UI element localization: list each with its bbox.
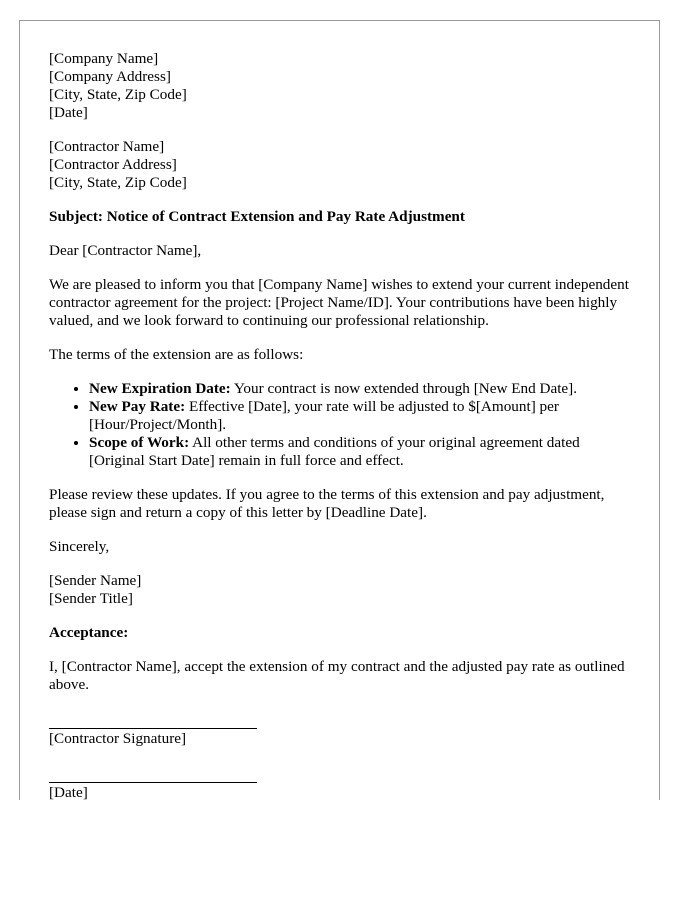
salutation: Dear [Contractor Name], <box>49 242 202 259</box>
contractor-name: [Contractor Name] <box>49 138 165 155</box>
sender-title: [Sender Title] <box>49 590 133 607</box>
company-address-block <box>49 50 630 122</box>
letter-page <box>19 20 660 800</box>
letter-date: [Date] <box>49 104 88 121</box>
terms-list <box>49 380 630 470</box>
company-address: [Company Address] <box>49 68 171 85</box>
sender-name: [Sender Name] <box>49 572 142 589</box>
list-item <box>89 380 630 398</box>
contractor-address-block <box>49 138 630 192</box>
acceptance-heading: Acceptance: <box>49 624 129 641</box>
signature-label: [Contractor Signature] <box>49 730 187 747</box>
term-label: New Expiration Date: <box>89 380 231 397</box>
term-label: New Pay Rate: <box>89 398 186 415</box>
contractor-address: [Contractor Address] <box>49 156 177 173</box>
review-paragraph: Please review these updates. If you agree to the terms of this extension and pay adjustment, please sign and return a copy of this letter by [Deadline Date]. <box>49 486 605 521</box>
terms-intro: The terms of the extension are as follows: <box>49 346 304 363</box>
date-block <box>49 764 630 802</box>
intro-paragraph: We are pleased to inform you that [Company Name] wishes to extend your current independent contractor agreement for the project: [Project Name/ID]. Your contributions have been highly valued, and we look forward to continuing our professional relationship. <box>49 276 629 329</box>
signature-line <box>49 710 257 729</box>
term-text: Effective [Date], your rate will be adjusted to $[Amount] per [Hour/Project/Month]. <box>89 398 559 433</box>
date-line <box>49 764 257 783</box>
list-item <box>89 434 630 470</box>
company-name: [Company Name] <box>49 50 159 67</box>
closing: Sincerely, <box>49 538 110 555</box>
term-label: Scope of Work: <box>89 434 190 451</box>
acceptance-statement: I, [Contractor Name], accept the extension of my contract and the adjusted pay rate as outlined above. <box>49 658 625 693</box>
subject-line: Subject: Notice of Contract Extension and Pay Rate Adjustment <box>49 208 465 225</box>
date-label: [Date] <box>49 784 88 801</box>
list-item <box>89 398 630 434</box>
contractor-city-state-zip: [City, State, Zip Code] <box>49 174 187 191</box>
term-text: Your contract is now extended through [New End Date]. <box>230 380 578 397</box>
company-city-state-zip: [City, State, Zip Code] <box>49 86 187 103</box>
sender-block <box>49 572 630 608</box>
term-text: All other terms and conditions of your original agreement dated [Original Start Date] remain in full force and effect. <box>89 434 580 469</box>
signature-block <box>49 710 630 748</box>
